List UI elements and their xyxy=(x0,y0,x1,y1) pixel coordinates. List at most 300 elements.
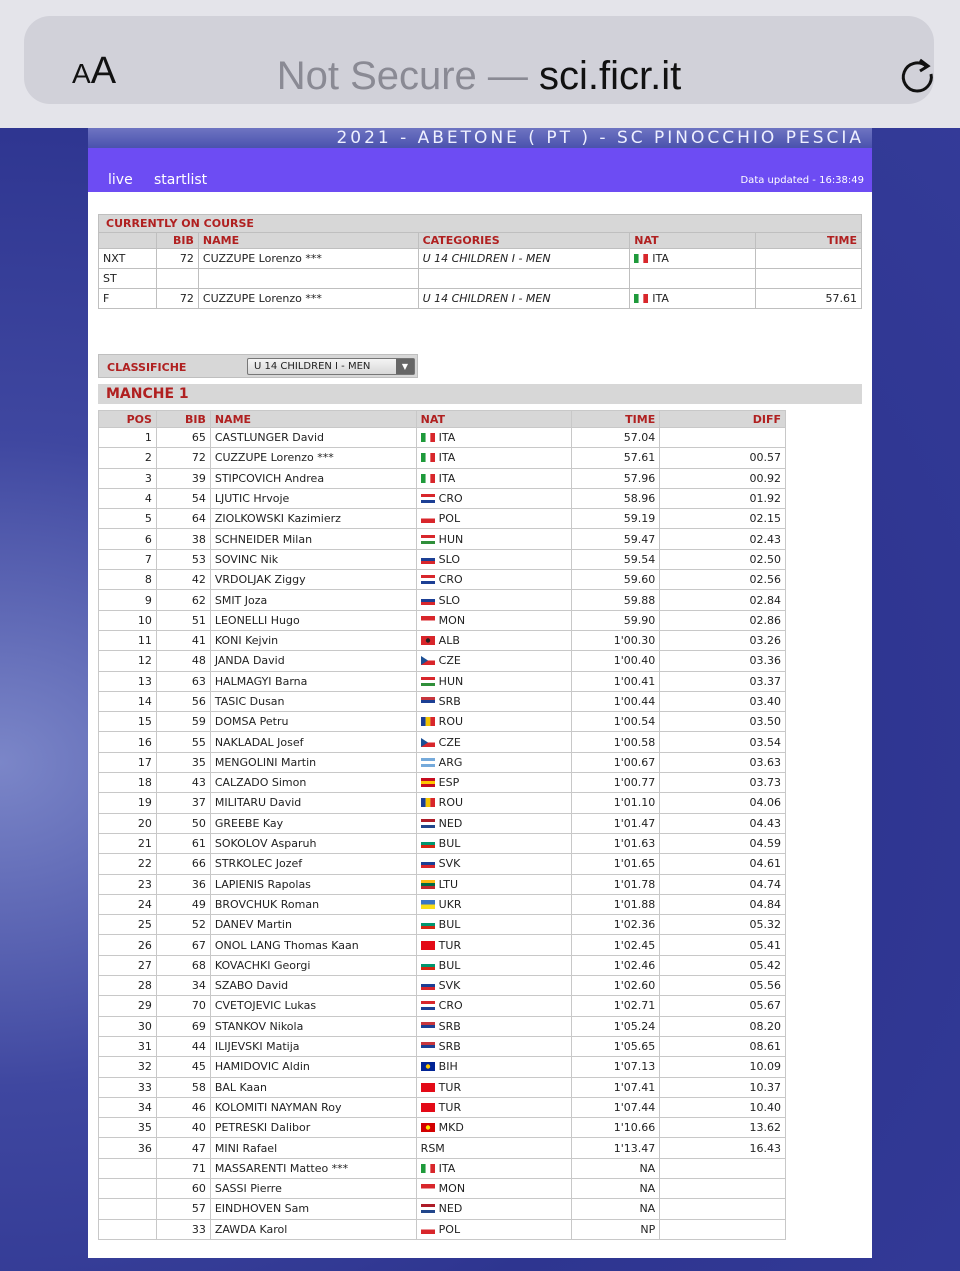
nat-code: POL xyxy=(438,1222,461,1236)
flag-icon xyxy=(421,798,435,807)
name-cell: PETRESKI Dalibor xyxy=(210,1118,416,1138)
diff-cell: 10.40 xyxy=(660,1097,786,1117)
nat-code: SLO xyxy=(438,552,461,566)
flag-icon xyxy=(421,880,435,889)
name-cell: DANEV Martin xyxy=(210,915,416,935)
nat-cell xyxy=(416,590,572,610)
pos-cell xyxy=(99,1219,157,1239)
nat-cell xyxy=(416,874,572,894)
flag-icon xyxy=(421,1184,435,1193)
name-cell xyxy=(198,269,418,289)
diff-cell: 00.92 xyxy=(660,468,786,488)
flag-icon xyxy=(421,656,435,665)
table-row xyxy=(99,468,786,488)
bib-cell: 34 xyxy=(156,976,210,996)
nat-code: CZE xyxy=(438,735,461,749)
table-row xyxy=(99,671,786,691)
nat-code: BIH xyxy=(438,1060,458,1074)
pos-cell: 25 xyxy=(99,915,157,935)
time-cell: 59.19 xyxy=(572,509,660,529)
table-row xyxy=(99,651,786,671)
col-nat: NAT xyxy=(630,233,756,249)
diff-cell xyxy=(660,1219,786,1239)
nat-cell xyxy=(416,732,572,752)
diff-cell: 10.09 xyxy=(660,1057,786,1077)
nat-code: TUR xyxy=(438,1080,462,1094)
flag-icon xyxy=(421,616,435,625)
pos-cell: 15 xyxy=(99,712,157,732)
pos-cell: 23 xyxy=(99,874,157,894)
nat-code: RSM xyxy=(420,1141,445,1155)
flag-icon xyxy=(421,758,435,767)
bib-cell: 35 xyxy=(156,752,210,772)
manche-title: MANCHE 1 xyxy=(98,384,862,404)
bib-cell: 65 xyxy=(156,428,210,448)
bib-cell: 47 xyxy=(156,1138,210,1158)
flag-icon xyxy=(421,859,435,868)
pos-cell: 11 xyxy=(99,630,157,650)
name-cell: ZAWDA Karol xyxy=(210,1219,416,1239)
pos-cell: 17 xyxy=(99,752,157,772)
time-cell: 1'07.44 xyxy=(572,1097,660,1117)
nat-cell xyxy=(416,1158,572,1178)
nat-code: ITA xyxy=(438,451,456,465)
name-cell: SCHNEIDER Milan xyxy=(210,529,416,549)
nat-code: MON xyxy=(438,1182,466,1196)
nat-code: POL xyxy=(438,512,461,526)
time-cell: 1'00.30 xyxy=(572,630,660,650)
security-label: Not Secure xyxy=(276,54,477,98)
diff-cell xyxy=(660,1178,786,1198)
flag-icon xyxy=(421,555,435,564)
diff-cell: 13.62 xyxy=(660,1118,786,1138)
bib-cell: 67 xyxy=(156,935,210,955)
time-cell: NA xyxy=(572,1178,660,1198)
pos-cell: 4 xyxy=(99,488,157,508)
name-cell: SASSI Pierre xyxy=(210,1178,416,1198)
nat-cell xyxy=(416,448,572,468)
nat-cell xyxy=(416,712,572,732)
diff-cell: 04.74 xyxy=(660,874,786,894)
table-row xyxy=(99,1077,786,1097)
nat-code: TUR xyxy=(438,938,462,952)
name-cell: ILIJEVSKI Matija xyxy=(210,1036,416,1056)
table-row xyxy=(99,610,786,630)
nat-cell xyxy=(630,249,756,269)
table-row xyxy=(99,590,786,610)
bib-cell: 54 xyxy=(156,488,210,508)
pos-cell xyxy=(99,1199,157,1219)
flag-icon xyxy=(421,778,435,787)
name-cell: STRKOLEC Jozef xyxy=(210,854,416,874)
event-title: 2021 - ABETONE ( PT ) - SC PINOCCHIO PESCIA xyxy=(88,128,872,148)
bib-cell: 41 xyxy=(156,630,210,650)
time-cell: 1'07.41 xyxy=(572,1077,660,1097)
table-row xyxy=(99,570,786,590)
course-row xyxy=(99,249,862,269)
flag-icon xyxy=(421,981,435,990)
bib-cell: 45 xyxy=(156,1057,210,1077)
pos-cell: 19 xyxy=(99,793,157,813)
nat-code: MON xyxy=(438,613,466,627)
time-cell: 1'02.36 xyxy=(572,915,660,935)
diff-cell: 03.37 xyxy=(660,671,786,691)
name-cell: JANDA David xyxy=(210,651,416,671)
table-row xyxy=(99,793,786,813)
flag-icon xyxy=(421,1123,435,1132)
time-cell: 1'01.88 xyxy=(572,894,660,914)
bib-cell: 39 xyxy=(156,468,210,488)
course-section-title: CURRENTLY ON COURSE xyxy=(99,215,862,233)
nat-cell xyxy=(416,570,572,590)
bib-cell: 44 xyxy=(156,1036,210,1056)
reader-aa-button[interactable]: AA xyxy=(72,50,117,92)
pos-cell: 20 xyxy=(99,813,157,833)
table-row xyxy=(99,1158,786,1178)
bib-cell: 62 xyxy=(156,590,210,610)
flag-icon xyxy=(421,575,435,584)
diff-cell: 03.54 xyxy=(660,732,786,752)
pos-cell: 3 xyxy=(99,468,157,488)
flag-icon xyxy=(421,636,435,645)
flag-icon xyxy=(421,717,435,726)
time-cell: 58.96 xyxy=(572,488,660,508)
category-select[interactable] xyxy=(247,358,415,375)
name-cell: CVETOJEVIC Lukas xyxy=(210,996,416,1016)
nat-cell xyxy=(416,752,572,772)
table-row xyxy=(99,1199,786,1219)
nav-live-link[interactable]: live xyxy=(108,172,133,188)
name-cell: LAPIENIS Rapolas xyxy=(210,874,416,894)
nat-code: NED xyxy=(438,1202,463,1216)
nat-code: UKR xyxy=(438,897,462,911)
reload-icon[interactable] xyxy=(896,54,940,98)
col-nat: NAT xyxy=(416,411,572,428)
nat-cell xyxy=(416,1138,572,1158)
nat-cell xyxy=(416,488,572,508)
time-cell: 1'07.13 xyxy=(572,1057,660,1077)
url-display[interactable]: Not Secure — sci.ficr.it xyxy=(276,54,682,98)
nat-cell xyxy=(416,793,572,813)
nat-cell xyxy=(416,854,572,874)
time-cell: NA xyxy=(572,1199,660,1219)
nat-code: HUN xyxy=(438,674,464,688)
nat-code: ITA xyxy=(438,431,456,445)
col-pos: POS xyxy=(99,411,157,428)
bib-cell: 52 xyxy=(156,915,210,935)
pos-cell: 10 xyxy=(99,610,157,630)
nat-code: CRO xyxy=(438,573,463,587)
flag-icon xyxy=(421,514,435,523)
chevron-down-icon[interactable]: ▼ xyxy=(396,359,414,374)
url-pill[interactable] xyxy=(24,16,934,104)
name-cell: HALMAGYI Barna xyxy=(210,671,416,691)
diff-cell: 05.41 xyxy=(660,935,786,955)
course-row-label: NXT xyxy=(99,249,157,269)
diff-cell: 16.43 xyxy=(660,1138,786,1158)
flag-icon xyxy=(421,453,435,462)
time-cell: 1'02.45 xyxy=(572,935,660,955)
flag-icon xyxy=(421,1001,435,1010)
diff-cell: 05.42 xyxy=(660,955,786,975)
nat-cell xyxy=(416,1118,572,1138)
table-row xyxy=(99,935,786,955)
course-row-label: F xyxy=(99,289,157,309)
flag-icon xyxy=(421,1022,435,1031)
flag-icon xyxy=(421,677,435,686)
bib-cell: 57 xyxy=(156,1199,210,1219)
name-cell: LJUTIC Hrvoje xyxy=(210,488,416,508)
flag-icon xyxy=(421,1225,435,1234)
table-row xyxy=(99,1016,786,1036)
col-name: NAME xyxy=(198,233,418,249)
nat-cell xyxy=(416,955,572,975)
bib-cell: 68 xyxy=(156,955,210,975)
bib-cell: 51 xyxy=(156,610,210,630)
browser-address-bar xyxy=(0,0,960,128)
time-cell: 1'00.54 xyxy=(572,712,660,732)
table-row xyxy=(99,1118,786,1138)
pos-cell: 26 xyxy=(99,935,157,955)
nat-code: LTU xyxy=(438,877,459,891)
nat-cell xyxy=(416,468,572,488)
nat-cell xyxy=(416,691,572,711)
diff-cell: 04.61 xyxy=(660,854,786,874)
time-cell: 57.96 xyxy=(572,468,660,488)
nat-cell xyxy=(416,833,572,853)
diff-cell: 03.26 xyxy=(660,630,786,650)
classifiche-label: CLASSIFICHE xyxy=(107,361,187,374)
diff-cell: 02.43 xyxy=(660,529,786,549)
nat-cell xyxy=(416,630,572,650)
time-cell: 1'00.77 xyxy=(572,773,660,793)
name-cell: CUZZUPE Lorenzo *** xyxy=(198,249,418,269)
nat-cell xyxy=(416,935,572,955)
time-cell: 1'13.47 xyxy=(572,1138,660,1158)
pos-cell: 27 xyxy=(99,955,157,975)
name-cell: HAMIDOVIC Aldin xyxy=(210,1057,416,1077)
course-row xyxy=(99,269,862,289)
nat-code: SRB xyxy=(438,695,461,708)
nat-code: ITA xyxy=(438,1161,456,1175)
col-time: TIME xyxy=(572,411,660,428)
name-cell: TASIC Dusan xyxy=(210,691,416,711)
nat-code: CZE xyxy=(438,654,461,668)
nat-cell xyxy=(416,529,572,549)
diff-cell: 04.59 xyxy=(660,833,786,853)
name-cell: MASSARENTI Matteo *** xyxy=(210,1158,416,1178)
results-table xyxy=(98,410,786,1240)
table-row xyxy=(99,732,786,752)
bib-cell: 58 xyxy=(156,1077,210,1097)
diff-cell: 02.50 xyxy=(660,549,786,569)
nat-cell xyxy=(630,289,756,309)
nat-code: HUN xyxy=(438,532,464,546)
diff-cell: 10.37 xyxy=(660,1077,786,1097)
results-content xyxy=(88,192,872,1258)
bib-cell: 72 xyxy=(156,448,210,468)
flag-icon xyxy=(421,900,435,909)
flag-icon xyxy=(634,254,648,263)
nat-cell xyxy=(416,915,572,935)
name-cell: SOVINC Nik xyxy=(210,549,416,569)
nat-cell xyxy=(416,610,572,630)
bib-cell: 59 xyxy=(156,712,210,732)
time-cell: 1'01.47 xyxy=(572,813,660,833)
col-bib: BIB xyxy=(156,233,198,249)
flag-icon xyxy=(421,596,435,605)
time-cell xyxy=(756,249,862,269)
table-row xyxy=(99,874,786,894)
bib-cell: 63 xyxy=(156,671,210,691)
time-cell: 59.47 xyxy=(572,529,660,549)
time-cell: 1'02.46 xyxy=(572,955,660,975)
nat-code: BUL xyxy=(438,958,461,972)
nat-code: BUL xyxy=(438,837,461,851)
name-cell: CUZZUPE Lorenzo *** xyxy=(198,289,418,309)
flag-icon xyxy=(421,920,435,929)
nat-code: SVK xyxy=(438,979,461,993)
nat-cell xyxy=(416,1178,572,1198)
time-cell: 1'00.41 xyxy=(572,671,660,691)
time-cell: NA xyxy=(572,1158,660,1178)
category-cell: U 14 CHILDREN I - MEN xyxy=(418,289,630,309)
nat-cell xyxy=(416,549,572,569)
diff-cell: 08.20 xyxy=(660,1016,786,1036)
time-cell: 1'01.78 xyxy=(572,874,660,894)
nat-cell xyxy=(416,1097,572,1117)
diff-cell: 04.06 xyxy=(660,793,786,813)
time-cell: 1'00.40 xyxy=(572,651,660,671)
domain-label: sci.ficr.it xyxy=(539,54,682,98)
name-cell: NAKLADAL Josef xyxy=(210,732,416,752)
classifiche-bar xyxy=(98,354,418,378)
bib-cell: 56 xyxy=(156,691,210,711)
bib-cell: 33 xyxy=(156,1219,210,1239)
data-updated-label: Data updated - 16:38:49 xyxy=(740,175,864,186)
pos-cell: 13 xyxy=(99,671,157,691)
col-bib: BIB xyxy=(156,411,210,428)
time-cell: 1'01.65 xyxy=(572,854,660,874)
diff-cell: 00.57 xyxy=(660,448,786,468)
flag-icon xyxy=(421,961,435,970)
nav-bar xyxy=(88,148,872,192)
bib-cell: 40 xyxy=(156,1118,210,1138)
nat-code: ROU xyxy=(438,715,464,729)
nav-startlist-link[interactable]: startlist xyxy=(154,172,208,188)
name-cell: DOMSA Petru xyxy=(210,712,416,732)
time-cell: 59.88 xyxy=(572,590,660,610)
diff-cell xyxy=(660,1158,786,1178)
nat-code: ARG xyxy=(438,755,463,769)
pos-cell: 31 xyxy=(99,1036,157,1056)
pos-cell: 36 xyxy=(99,1138,157,1158)
diff-cell: 04.84 xyxy=(660,894,786,914)
table-row xyxy=(99,894,786,914)
flag-icon xyxy=(421,941,435,950)
pos-cell: 2 xyxy=(99,448,157,468)
name-cell: CASTLUNGER David xyxy=(210,428,416,448)
diff-cell: 03.50 xyxy=(660,712,786,732)
course-row-label: ST xyxy=(99,269,157,289)
flag-icon xyxy=(421,819,435,828)
bib-cell: 60 xyxy=(156,1178,210,1198)
flag-icon xyxy=(421,535,435,544)
nat-code: CRO xyxy=(438,492,463,506)
diff-cell: 01.92 xyxy=(660,488,786,508)
time-cell: 1'02.71 xyxy=(572,996,660,1016)
name-cell: SZABO David xyxy=(210,976,416,996)
flag-icon xyxy=(421,1204,435,1213)
diff-cell: 03.63 xyxy=(660,752,786,772)
category-cell: U 14 CHILDREN I - MEN xyxy=(418,249,630,269)
table-row xyxy=(99,691,786,711)
pos-cell: 28 xyxy=(99,976,157,996)
table-row xyxy=(99,1036,786,1056)
name-cell: MENGOLINI Martin xyxy=(210,752,416,772)
time-cell: NP xyxy=(572,1219,660,1239)
table-row xyxy=(99,428,786,448)
nat-cell xyxy=(416,1077,572,1097)
time-cell: 57.04 xyxy=(572,428,660,448)
bib-cell: 37 xyxy=(156,793,210,813)
table-row xyxy=(99,1138,786,1158)
table-row xyxy=(99,976,786,996)
pos-cell xyxy=(99,1158,157,1178)
pos-cell: 12 xyxy=(99,651,157,671)
pos-cell: 22 xyxy=(99,854,157,874)
name-cell: KOLOMITI NAYMAN Roy xyxy=(210,1097,416,1117)
name-cell: BAL Kaan xyxy=(210,1077,416,1097)
name-cell: KONI Kejvin xyxy=(210,630,416,650)
nat-cell xyxy=(416,1199,572,1219)
nat-code: SRB xyxy=(438,1040,461,1054)
nat-cell xyxy=(416,509,572,529)
diff-cell: 02.15 xyxy=(660,509,786,529)
table-row xyxy=(99,773,786,793)
table-row xyxy=(99,712,786,732)
flag-icon xyxy=(421,697,435,706)
bib-cell: 61 xyxy=(156,833,210,853)
name-cell: SMIT Joza xyxy=(210,590,416,610)
table-row xyxy=(99,529,786,549)
diff-cell: 04.43 xyxy=(660,813,786,833)
nat-code: TUR xyxy=(438,1100,462,1114)
flag-icon xyxy=(421,1042,435,1051)
diff-cell: 05.32 xyxy=(660,915,786,935)
flag-icon xyxy=(421,474,435,483)
flag-icon xyxy=(421,433,435,442)
flag-icon xyxy=(421,1103,435,1112)
nat-cell xyxy=(416,671,572,691)
time-cell: 1'00.58 xyxy=(572,732,660,752)
nat-cell xyxy=(416,996,572,1016)
diff-cell: 03.40 xyxy=(660,691,786,711)
bib-cell: 53 xyxy=(156,549,210,569)
bib-cell: 49 xyxy=(156,894,210,914)
table-row xyxy=(99,488,786,508)
flag-icon xyxy=(421,1164,435,1173)
nat-cell xyxy=(416,428,572,448)
name-cell: MINI Rafael xyxy=(210,1138,416,1158)
diff-cell: 02.56 xyxy=(660,570,786,590)
time-cell: 1'00.67 xyxy=(572,752,660,772)
name-cell: VRDOLJAK Ziggy xyxy=(210,570,416,590)
time-cell: 1'00.44 xyxy=(572,691,660,711)
bib-cell: 48 xyxy=(156,651,210,671)
bib-cell xyxy=(156,269,198,289)
table-row xyxy=(99,752,786,772)
